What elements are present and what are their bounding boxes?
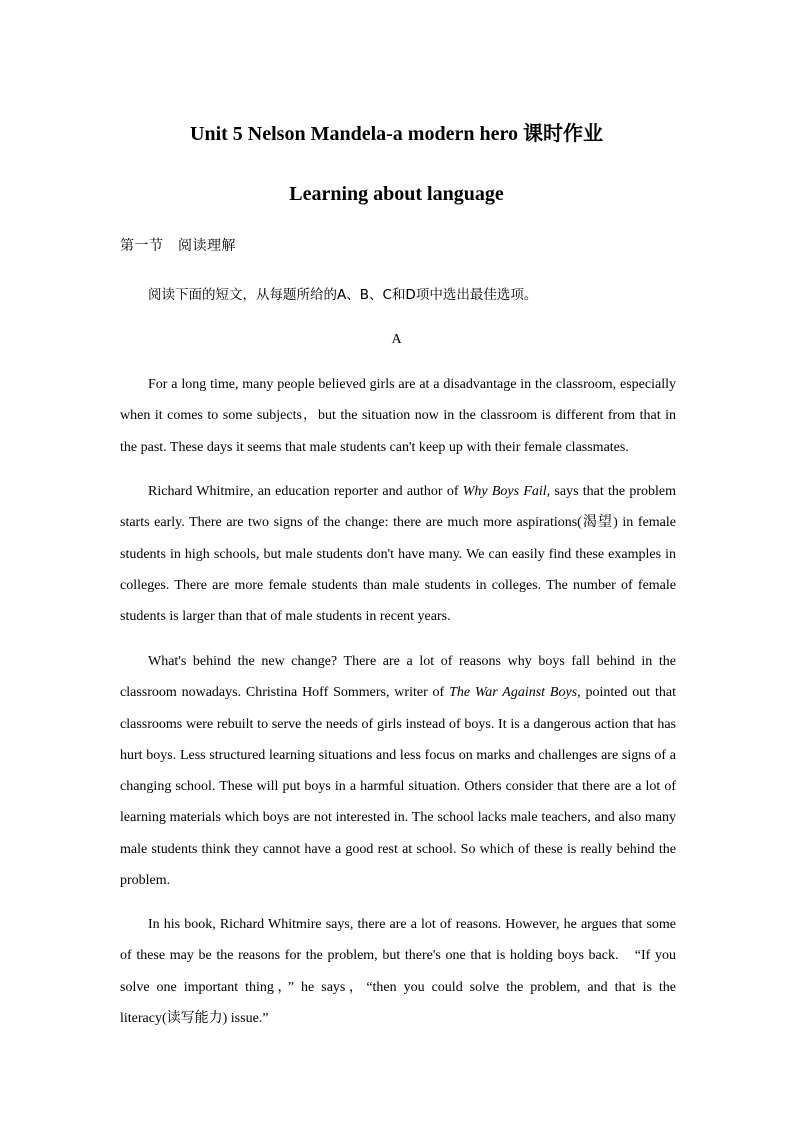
paragraph-1: For a long time, many people believed girls are at a disadvantage in the classroom, especially when it comes to some subjects，but the situation now in the classroom is different from that in the past. These days it seems that male students can't keep up with their female classmates. [120, 377, 676, 455]
document-subtitle: Learning about language [289, 183, 504, 205]
reading-instruction: 阅读下面的短文，从每题所给的A、B、C和D项中选出最佳选项。 [148, 287, 538, 303]
book-title-war-against-boys: The War Against Boys, [449, 685, 581, 701]
paragraph-2 [120, 476, 676, 632]
paragraph-3-text-after: pointed out that classrooms were rebuilt to serve the needs of girls instead of boys. It is a dangerous action that has hurt boys. Less structured learning situations and less focus on marks and challenges are signs of a changing school. These will put boys in a harmful situation. Others consider that there are a lot of learning materials which boys are not interested in. The school lacks male teachers, and also many male students think they cannot have a good rest at school. So which of these is really behind the problem. [120, 685, 676, 889]
paragraph-4: In his book, Richard Whitmire says, there are a lot of reasons. However, he argues that some of these may be the reasons for the problem, but there's one that is holding boys back. “If you solve one important thing，” he says，“then you could solve the problem, and that is the literacy(读写能力) issue.” [120, 917, 676, 1026]
book-title-why-boys-fail: Why Boys Fail, [462, 484, 551, 499]
section-heading: 第一节 阅读理解 [120, 238, 236, 254]
paragraph-2-text-after: says that the problem starts early. There are two signs of the change: there are much more aspirations(渴望) in female students in high schools, but male students don't have many. We can easily find these examples in colleges. There are more female students than male students in colleges. The number of female students is larger than that of male students in recent years. [120, 484, 677, 625]
passage-label: A [391, 332, 402, 347]
document-title: Unit 5 Nelson Mandela-a modern hero 课时作业 [190, 123, 603, 145]
paragraph-3-text-before: What's behind the new change? There are a lot of reasons why boys fall behind in the classroom nowadays. Christina Hoff Sommers, writer of [120, 654, 676, 701]
paragraph-3 [120, 646, 676, 896]
paragraph-2-text-before: Richard Whitmire, an education reporter and author of [148, 484, 463, 499]
